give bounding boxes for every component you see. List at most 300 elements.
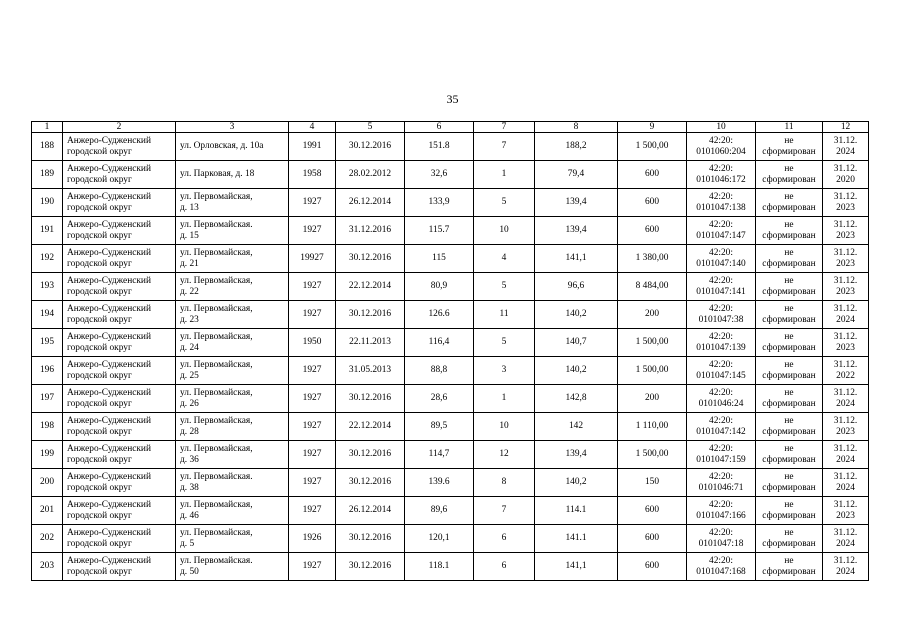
address-line: ул. Первомайская, <box>180 499 253 510</box>
row-number: 194 <box>32 301 63 329</box>
table-row <box>32 189 869 217</box>
cadastral-line: 42:20: <box>709 359 733 370</box>
address-line: ул. Первомайская, <box>180 331 253 342</box>
flats-count: 3 <box>474 357 535 385</box>
cadastral-line: 0101047:166 <box>696 510 746 521</box>
row-number: 200 <box>32 469 63 497</box>
year-built: 1927 <box>289 357 336 385</box>
year-built: 1927 <box>289 217 336 245</box>
flats-count: 7 <box>474 133 535 161</box>
total-area: 139,4 <box>535 441 618 469</box>
column-number: 12 <box>823 122 869 133</box>
total-area: 142 <box>535 413 618 441</box>
cadastral-number <box>687 469 756 497</box>
row-number: 193 <box>32 273 63 301</box>
municipality-line: городской округ <box>67 566 132 577</box>
total-area: 139,4 <box>535 189 618 217</box>
recognition-date: 30.12.2016 <box>336 385 405 413</box>
cadastral-line: 0101046:172 <box>696 174 746 185</box>
cadastral-line: 0101060:204 <box>696 146 746 157</box>
deadline-cell <box>823 525 869 553</box>
deadline-line: 2023 <box>836 230 855 241</box>
row-number: 190 <box>32 189 63 217</box>
flats-count: 1 <box>474 161 535 189</box>
cadastral-number <box>687 329 756 357</box>
municipality-cell <box>63 301 176 329</box>
status-line: сформирован <box>762 398 816 409</box>
year-built: 1927 <box>289 273 336 301</box>
status-line: не <box>784 527 794 538</box>
municipality-line: городской округ <box>67 538 132 549</box>
deadline-line: 2023 <box>836 202 855 213</box>
municipality-line: Анжеро-Судженский <box>67 527 151 538</box>
recognition-date: 22.12.2014 <box>336 273 405 301</box>
year-built: 1926 <box>289 525 336 553</box>
cadastral-line: 0101047:38 <box>698 314 744 325</box>
status-cell <box>756 441 823 469</box>
cadastral-line: 0101047:159 <box>696 454 746 465</box>
land-value: 1 500,00 <box>618 441 687 469</box>
municipality-line: Анжеро-Судженский <box>67 359 151 370</box>
flats-count: 8 <box>474 469 535 497</box>
deadline-cell <box>823 553 869 581</box>
status-cell <box>756 385 823 413</box>
total-area: 141,1 <box>535 553 618 581</box>
status-line: сформирован <box>762 146 816 157</box>
address-cell <box>176 301 289 329</box>
recognition-date: 30.12.2016 <box>336 553 405 581</box>
cadastral-number <box>687 385 756 413</box>
cadastral-number <box>687 525 756 553</box>
total-area: 141,1 <box>535 245 618 273</box>
municipality-line: Анжеро-Судженский <box>67 219 151 230</box>
address-line: ул. Первомайская, <box>180 415 253 426</box>
address-cell <box>176 497 289 525</box>
address-cell <box>176 217 289 245</box>
address-cell <box>176 189 289 217</box>
cadastral-line: 0101047:142 <box>696 426 746 437</box>
table-row <box>32 469 869 497</box>
deadline-cell <box>823 133 869 161</box>
address-line: ул. Парковая, д. 18 <box>180 169 255 179</box>
municipality-line: городской округ <box>67 230 132 241</box>
total-area: 139,4 <box>535 217 618 245</box>
cadastral-line: 42:20: <box>709 471 733 482</box>
municipality-line: Анжеро-Судженский <box>67 499 151 510</box>
cadastral-line: 0101047:139 <box>696 342 746 353</box>
address-line: д. 50 <box>180 566 199 577</box>
municipality-cell <box>63 189 176 217</box>
deadline-cell <box>823 497 869 525</box>
recognition-date: 30.12.2016 <box>336 301 405 329</box>
cadastral-line: 42:20: <box>709 135 733 146</box>
flats-count: 10 <box>474 217 535 245</box>
flats-count: 6 <box>474 525 535 553</box>
flats-count: 10 <box>474 413 535 441</box>
address-cell <box>176 133 289 161</box>
status-line: не <box>784 415 794 426</box>
flats-count: 11 <box>474 301 535 329</box>
flats-count: 5 <box>474 189 535 217</box>
cadastral-line: 0101047:18 <box>698 538 744 549</box>
status-line: сформирован <box>762 258 816 269</box>
municipality-line: Анжеро-Судженский <box>67 387 151 398</box>
emergency-area: 114,7 <box>405 441 474 469</box>
address-line: ул. Первомайская, <box>180 527 253 538</box>
deadline-cell <box>823 441 869 469</box>
municipality-line: Анжеро-Судженский <box>67 303 151 314</box>
emergency-area: 116,4 <box>405 329 474 357</box>
deadline-line: 31.12. <box>833 527 858 538</box>
year-built: 1927 <box>289 385 336 413</box>
address-line: д. 23 <box>180 314 199 325</box>
deadline-cell <box>823 329 869 357</box>
land-value: 8 484,00 <box>618 273 687 301</box>
year-built: 1927 <box>289 301 336 329</box>
municipality-line: Анжеро-Судженский <box>67 331 151 342</box>
emergency-area: 32,6 <box>405 161 474 189</box>
municipality-cell <box>63 441 176 469</box>
municipality-line: городской округ <box>67 258 132 269</box>
deadline-cell <box>823 273 869 301</box>
year-built: 1950 <box>289 329 336 357</box>
deadline-line: 31.12. <box>833 163 858 174</box>
municipality-cell <box>63 553 176 581</box>
cadastral-line: 42:20: <box>709 303 733 314</box>
municipality-line: Анжеро-Судженский <box>67 191 151 202</box>
municipality-line: городской округ <box>67 510 132 521</box>
status-cell <box>756 189 823 217</box>
deadline-line: 31.12. <box>833 275 858 286</box>
status-line: не <box>784 443 794 454</box>
status-line: не <box>784 135 794 146</box>
address-cell <box>176 245 289 273</box>
address-cell <box>176 469 289 497</box>
table-row <box>32 357 869 385</box>
address-cell <box>176 357 289 385</box>
address-line: д. 36 <box>180 454 199 465</box>
status-line: сформирован <box>762 174 816 185</box>
column-number: 10 <box>687 122 756 133</box>
cadastral-number <box>687 133 756 161</box>
row-number: 196 <box>32 357 63 385</box>
status-line: сформирован <box>762 482 816 493</box>
address-cell <box>176 385 289 413</box>
deadline-line: 2023 <box>836 510 855 521</box>
address-cell <box>176 413 289 441</box>
deadline-cell <box>823 357 869 385</box>
column-number: 7 <box>474 122 535 133</box>
cadastral-number <box>687 161 756 189</box>
land-value: 200 <box>618 385 687 413</box>
cadastral-line: 0101046:24 <box>698 398 744 409</box>
emergency-area: 89,6 <box>405 497 474 525</box>
year-built: 1927 <box>289 413 336 441</box>
deadline-line: 31.12. <box>833 331 858 342</box>
municipality-line: городской округ <box>67 426 132 437</box>
land-value: 600 <box>618 497 687 525</box>
recognition-date: 31.12.2016 <box>336 217 405 245</box>
status-line: не <box>784 303 794 314</box>
deadline-line: 2023 <box>836 342 855 353</box>
recognition-date: 30.12.2016 <box>336 469 405 497</box>
land-value: 150 <box>618 469 687 497</box>
municipality-line: Анжеро-Судженский <box>67 415 151 426</box>
deadline-line: 31.12. <box>833 135 858 146</box>
total-area: 141.1 <box>535 525 618 553</box>
cadastral-number <box>687 273 756 301</box>
municipality-line: городской округ <box>67 342 132 353</box>
cadastral-line: 0101046:71 <box>698 482 744 493</box>
status-cell <box>756 301 823 329</box>
status-cell <box>756 133 823 161</box>
recognition-date: 22.12.2014 <box>336 413 405 441</box>
status-line: сформирован <box>762 426 816 437</box>
municipality-line: городской округ <box>67 202 132 213</box>
table-row <box>32 441 869 469</box>
address-line: д. 24 <box>180 342 199 353</box>
status-line: сформирован <box>762 538 816 549</box>
deadline-cell <box>823 245 869 273</box>
table-row <box>32 413 869 441</box>
flats-count: 12 <box>474 441 535 469</box>
status-cell <box>756 525 823 553</box>
recognition-date: 26.12.2014 <box>336 189 405 217</box>
flats-count: 1 <box>474 385 535 413</box>
address-line: д. 22 <box>180 286 199 297</box>
flats-count: 6 <box>474 553 535 581</box>
deadline-cell <box>823 217 869 245</box>
deadline-line: 2020 <box>836 174 855 185</box>
status-cell <box>756 245 823 273</box>
address-cell <box>176 553 289 581</box>
status-line: сформирован <box>762 230 816 241</box>
row-number: 198 <box>32 413 63 441</box>
row-number: 189 <box>32 161 63 189</box>
page-number: 35 <box>446 92 459 106</box>
status-line: не <box>784 387 794 398</box>
table-row <box>32 385 869 413</box>
row-number: 199 <box>32 441 63 469</box>
year-built: 1927 <box>289 189 336 217</box>
land-value: 1 500,00 <box>618 133 687 161</box>
total-area: 140,2 <box>535 469 618 497</box>
emergency-area: 80,9 <box>405 273 474 301</box>
status-cell <box>756 273 823 301</box>
table-row <box>32 301 869 329</box>
recognition-date: 30.12.2016 <box>336 525 405 553</box>
address-line: ул. Первомайская, <box>180 247 253 258</box>
address-line: д. 46 <box>180 510 199 521</box>
recognition-date: 22.11.2013 <box>336 329 405 357</box>
cadastral-number <box>687 189 756 217</box>
status-line: сформирован <box>762 510 816 521</box>
land-value: 1 380,00 <box>618 245 687 273</box>
address-cell <box>176 441 289 469</box>
row-number: 201 <box>32 497 63 525</box>
column-number: 9 <box>618 122 687 133</box>
municipality-line: городской округ <box>67 370 132 381</box>
emergency-area: 120,1 <box>405 525 474 553</box>
cadastral-line: 42:20: <box>709 527 733 538</box>
status-line: не <box>784 555 794 566</box>
municipality-cell <box>63 245 176 273</box>
municipality-line: городской округ <box>67 398 132 409</box>
municipality-cell <box>63 385 176 413</box>
year-built: 1927 <box>289 553 336 581</box>
municipality-line: Анжеро-Судженский <box>67 443 151 454</box>
status-line: не <box>784 359 794 370</box>
cadastral-line: 42:20: <box>709 275 733 286</box>
flats-count: 5 <box>474 329 535 357</box>
column-number: 1 <box>32 122 63 133</box>
table-row <box>32 553 869 581</box>
deadline-line: 2024 <box>836 146 855 157</box>
address-line: ул. Первомайская. <box>180 471 253 482</box>
address-line: ул. Орловская, д. 10а <box>180 141 264 151</box>
deadline-line: 2023 <box>836 258 855 269</box>
municipality-line: Анжеро-Судженский <box>67 135 151 146</box>
recognition-date: 30.12.2016 <box>336 245 405 273</box>
address-cell <box>176 525 289 553</box>
municipality-cell <box>63 273 176 301</box>
deadline-line: 31.12. <box>833 471 858 482</box>
status-cell <box>756 161 823 189</box>
emergency-area: 118.1 <box>405 553 474 581</box>
cadastral-line: 42:20: <box>709 247 733 258</box>
column-number: 2 <box>63 122 176 133</box>
status-line: сформирован <box>762 342 816 353</box>
deadline-line: 2023 <box>836 286 855 297</box>
cadastral-number <box>687 217 756 245</box>
status-line: не <box>784 499 794 510</box>
emergency-area: 126.6 <box>405 301 474 329</box>
address-line: д. 26 <box>180 398 199 409</box>
cadastral-line: 42:20: <box>709 415 733 426</box>
municipality-cell <box>63 329 176 357</box>
row-number: 197 <box>32 385 63 413</box>
municipality-cell <box>63 357 176 385</box>
municipality-line: городской округ <box>67 286 132 297</box>
emergency-area: 89,5 <box>405 413 474 441</box>
table-row <box>32 161 869 189</box>
address-line: ул. Первомайская, <box>180 359 253 370</box>
deadline-line: 2022 <box>836 370 855 381</box>
address-line: д. 38 <box>180 482 199 493</box>
address-line: д. 25 <box>180 370 199 381</box>
deadline-line: 31.12. <box>833 499 858 510</box>
status-line: не <box>784 275 794 286</box>
row-number: 195 <box>32 329 63 357</box>
land-value: 600 <box>618 525 687 553</box>
cadastral-number <box>687 497 756 525</box>
emergency-area: 115.7 <box>405 217 474 245</box>
emergency-area: 133,9 <box>405 189 474 217</box>
deadline-line: 2024 <box>836 314 855 325</box>
municipality-line: городской округ <box>67 146 132 157</box>
flats-count: 5 <box>474 273 535 301</box>
total-area: 140,2 <box>535 357 618 385</box>
flats-count: 7 <box>474 497 535 525</box>
deadline-line: 2024 <box>836 454 855 465</box>
row-number: 203 <box>32 553 63 581</box>
year-built: 1927 <box>289 441 336 469</box>
municipality-cell <box>63 413 176 441</box>
status-cell <box>756 553 823 581</box>
housing-registry-table <box>31 121 869 581</box>
total-area: 142,8 <box>535 385 618 413</box>
year-built: 19927 <box>289 245 336 273</box>
emergency-area: 115 <box>405 245 474 273</box>
address-line: ул. Первомайская, <box>180 303 253 314</box>
address-line: д. 13 <box>180 202 199 213</box>
column-number: 8 <box>535 122 618 133</box>
column-number: 5 <box>336 122 405 133</box>
address-cell <box>176 329 289 357</box>
address-line: ул. Первомайская, <box>180 443 253 454</box>
address-line: ул. Первомайская, <box>180 191 253 202</box>
status-line: не <box>784 163 794 174</box>
table-body <box>32 122 869 581</box>
table-row <box>32 497 869 525</box>
emergency-area: 28,6 <box>405 385 474 413</box>
deadline-line: 2024 <box>836 398 855 409</box>
deadline-cell <box>823 469 869 497</box>
column-number-row <box>32 122 869 133</box>
deadline-line: 2024 <box>836 566 855 577</box>
deadline-line: 31.12. <box>833 555 858 566</box>
column-number: 6 <box>405 122 474 133</box>
status-line: сформирован <box>762 314 816 325</box>
table-row <box>32 217 869 245</box>
cadastral-line: 0101047:168 <box>696 566 746 577</box>
status-line: не <box>784 219 794 230</box>
status-line: сформирован <box>762 202 816 213</box>
municipality-cell <box>63 133 176 161</box>
deadline-line: 31.12. <box>833 191 858 202</box>
row-number: 202 <box>32 525 63 553</box>
municipality-line: городской округ <box>67 482 132 493</box>
total-area: 96,6 <box>535 273 618 301</box>
municipality-cell <box>63 497 176 525</box>
cadastral-line: 42:20: <box>709 499 733 510</box>
municipality-line: Анжеро-Судженский <box>67 275 151 286</box>
cadastral-line: 42:20: <box>709 443 733 454</box>
address-cell <box>176 273 289 301</box>
municipality-line: городской округ <box>67 454 132 465</box>
address-line: д. 28 <box>180 426 199 437</box>
land-value: 1 500,00 <box>618 329 687 357</box>
column-number: 11 <box>756 122 823 133</box>
deadline-cell <box>823 189 869 217</box>
recognition-date: 30.12.2016 <box>336 441 405 469</box>
total-area: 114.1 <box>535 497 618 525</box>
address-line: ул. Первомайская. <box>180 555 253 566</box>
table-row <box>32 273 869 301</box>
address-line: ул. Первомайская, <box>180 387 253 398</box>
cadastral-number <box>687 245 756 273</box>
row-number: 191 <box>32 217 63 245</box>
deadline-line: 31.12. <box>833 443 858 454</box>
deadline-cell <box>823 301 869 329</box>
deadline-line: 31.12. <box>833 303 858 314</box>
emergency-area: 88,8 <box>405 357 474 385</box>
address-cell <box>176 161 289 189</box>
cadastral-number <box>687 441 756 469</box>
municipality-line: Анжеро-Судженский <box>67 247 151 258</box>
cadastral-number <box>687 357 756 385</box>
address-line: д. 5 <box>180 538 195 549</box>
